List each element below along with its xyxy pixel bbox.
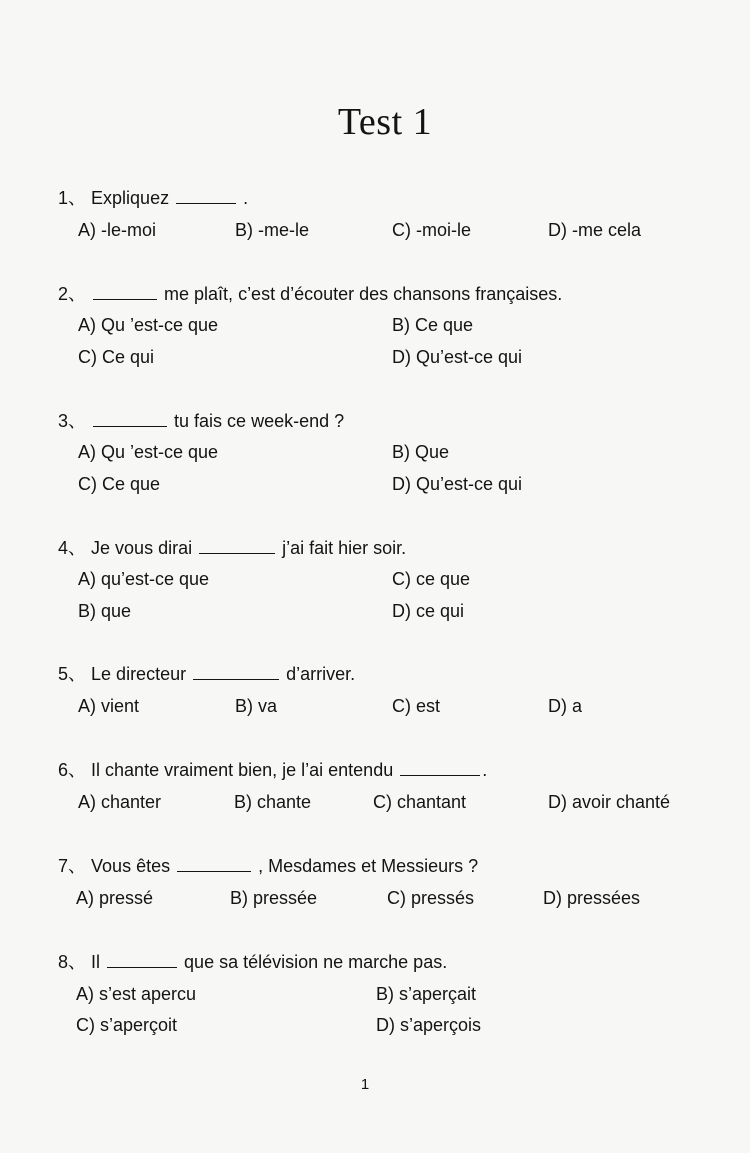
answer-blank bbox=[176, 187, 236, 204]
question-text-end: tu fais ce week-end ? bbox=[169, 411, 345, 431]
option-c: C) pressés bbox=[387, 888, 475, 908]
answer-blank bbox=[93, 410, 167, 427]
question-text-start: Il bbox=[91, 952, 106, 972]
option-b: B) Ce que bbox=[392, 315, 474, 335]
answer-blank bbox=[199, 537, 275, 554]
option-d: D) pressées bbox=[543, 888, 641, 908]
option-a: A) s’est apercu bbox=[76, 984, 197, 1004]
question-text-start: Expliquez bbox=[91, 188, 175, 208]
option-b: B) chante bbox=[234, 792, 312, 812]
question-text-start: Je vous dirai bbox=[91, 538, 198, 558]
option-b: B) Que bbox=[392, 442, 450, 462]
question-text-end: . bbox=[238, 188, 249, 208]
question-number: 1、 bbox=[58, 188, 87, 208]
answer-blank bbox=[93, 283, 157, 300]
question-number: 8、 bbox=[58, 952, 87, 972]
question-number: 5、 bbox=[58, 664, 87, 684]
option-b: B) pressée bbox=[230, 888, 318, 908]
option-a: A) vient bbox=[78, 696, 140, 716]
option-c: C) Ce qui bbox=[78, 347, 155, 367]
answer-blank bbox=[400, 759, 480, 776]
question-number: 4、 bbox=[58, 538, 87, 558]
answer-blank bbox=[107, 951, 177, 968]
question-3 bbox=[58, 409, 344, 433]
question-text-start: Le directeur bbox=[91, 664, 192, 684]
option-b: B) -me-le bbox=[235, 220, 310, 240]
option-c: C) chantant bbox=[373, 792, 467, 812]
option-d: D) -me cela bbox=[548, 220, 642, 240]
option-a: A) Qu ’est-ce que bbox=[78, 315, 219, 335]
question-number: 7、 bbox=[58, 856, 87, 876]
option-b: B) va bbox=[235, 696, 278, 716]
option-d: D) avoir chanté bbox=[548, 792, 671, 812]
question-1 bbox=[58, 186, 248, 210]
option-d: D) Qu’est-ce qui bbox=[392, 474, 523, 494]
question-text-end: j’ai fait hier soir. bbox=[277, 538, 407, 558]
option-a: A) chanter bbox=[78, 792, 162, 812]
question-2 bbox=[58, 282, 562, 306]
option-d: D) a bbox=[548, 696, 583, 716]
option-c: C) s’aperçoit bbox=[76, 1015, 178, 1035]
option-b: B) s’aperçait bbox=[376, 984, 477, 1004]
option-c: C) Ce que bbox=[78, 474, 161, 494]
option-d: D) s’aperçois bbox=[376, 1015, 482, 1035]
option-b: B) que bbox=[78, 601, 132, 621]
option-c: C) ce que bbox=[392, 569, 471, 589]
page-title: Test 1 bbox=[337, 101, 433, 143]
question-number: 6、 bbox=[58, 760, 87, 780]
question-text-end: que sa télévision ne marche pas. bbox=[179, 952, 448, 972]
option-c: C) est bbox=[392, 696, 441, 716]
answer-blank bbox=[193, 663, 279, 680]
question-text-end: . bbox=[482, 760, 488, 780]
option-a: A) Qu ’est-ce que bbox=[78, 442, 219, 462]
answer-blank bbox=[177, 855, 251, 872]
question-number: 3、 bbox=[58, 411, 87, 431]
question-4 bbox=[58, 536, 406, 560]
option-d: D) ce qui bbox=[392, 601, 465, 621]
option-d: D) Qu’est-ce qui bbox=[392, 347, 523, 367]
page-number: 1 bbox=[360, 1076, 370, 1093]
question-8 bbox=[58, 950, 447, 974]
question-6 bbox=[58, 758, 487, 782]
question-7 bbox=[58, 854, 478, 878]
option-a: A) qu’est-ce que bbox=[78, 569, 210, 589]
question-text-end: , Mesdames et Messieurs ? bbox=[253, 856, 479, 876]
option-a: A) -le-moi bbox=[78, 220, 157, 240]
question-number: 2、 bbox=[58, 284, 87, 304]
question-text-end: me plaît, c’est d’écouter des chansons françaises. bbox=[159, 284, 563, 304]
option-a: A) pressé bbox=[76, 888, 154, 908]
option-c: C) -moi-le bbox=[392, 220, 471, 240]
question-text-start: Il chante vraiment bien, je l’ai entendu bbox=[91, 760, 399, 780]
question-5 bbox=[58, 662, 355, 686]
question-text-end: d’arriver. bbox=[281, 664, 356, 684]
question-text-start: Vous êtes bbox=[91, 856, 176, 876]
